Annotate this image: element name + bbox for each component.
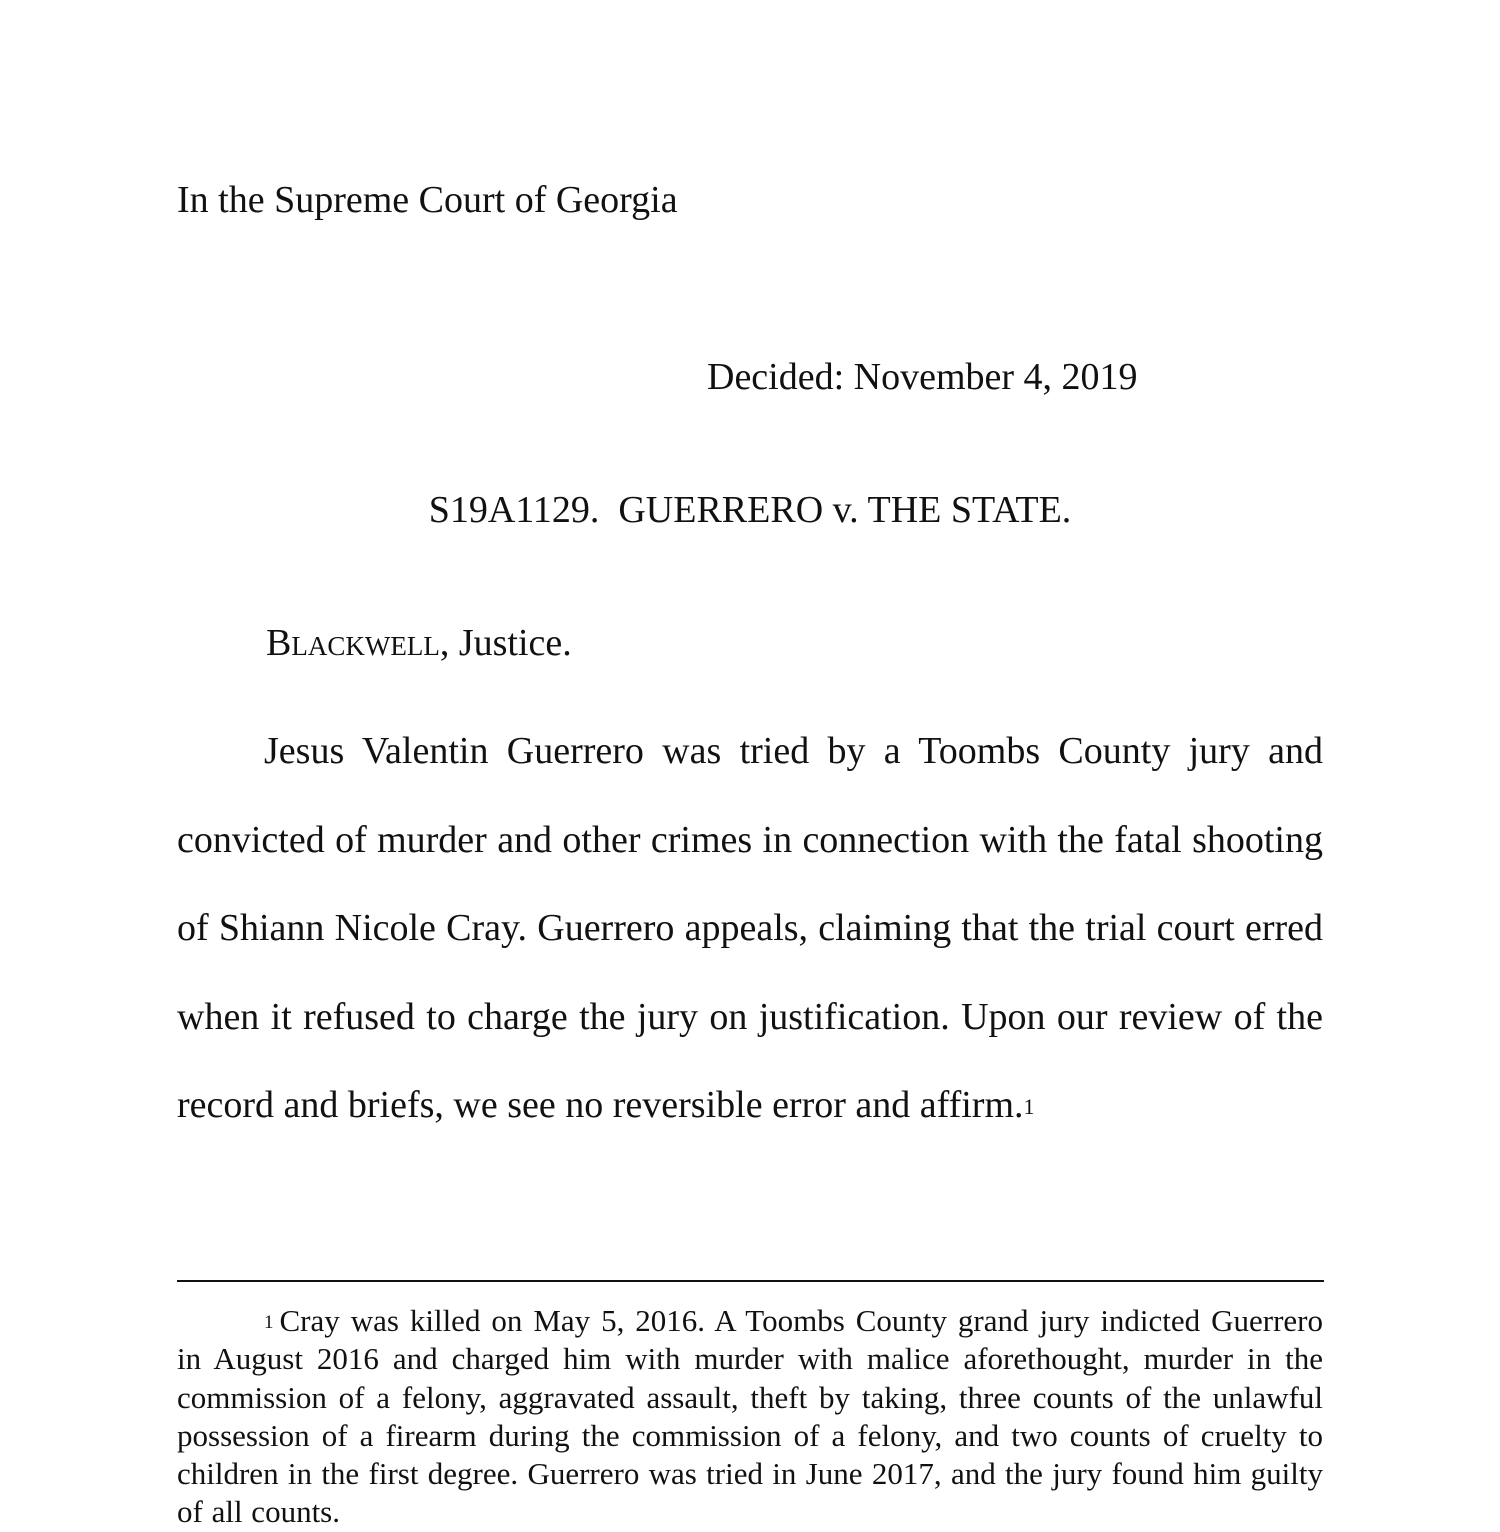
footnote-number: 1 [264,1312,274,1333]
opinion-paragraph [177,707,1323,1150]
footnote-text: Cray was killed on May 5, 2016. A Toombs County grand jury indicted Guerrero in August 2016 and charged him with murder with malice aforethought, murder in the commission of a felony, aggravated assault, theft by taking, three counts of the unlawful possession of a firearm during the commission of a felony, and two counts of cruelty to children in the first degree. Guerrero was tried in June 2017, and the jury found him guilty of all counts. [177,1303,1323,1530]
decision-date: Decided: November 4, 2019 [707,356,1138,398]
opinion-author [266,619,572,667]
footnote-divider [177,1280,1324,1282]
footnote-reference: 1 [1023,1094,1035,1119]
footnote [177,1302,1323,1532]
case-caption: S19A1129. GUERRERO v. THE STATE. [428,489,1072,531]
author-title: , Justice. [439,622,572,664]
court-name: In the Supreme Court of Georgia [177,179,678,221]
opinion-paragraph-text: Jesus Valentin Guerrero was tried by a Toombs County jury and convicted of murder and other crimes in connection with the fatal shooting of Shiann Nicole Cray. Guerrero appeals, claiming that the trial court erred when it refused to charge the jury on justification. Upon our review of the record and briefs, we see no reversible error and affirm. [177,730,1323,1126]
author-name: Blackwell [266,622,440,664]
